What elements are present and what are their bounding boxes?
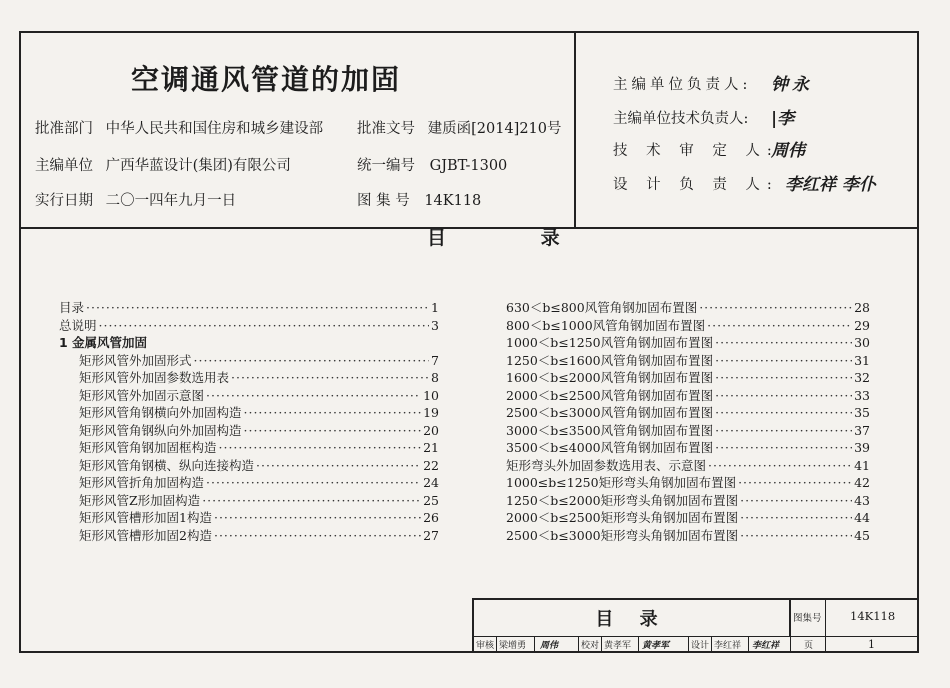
toc-entry-label: 1 金属风管加固 bbox=[59, 335, 148, 350]
resp-row-chief bbox=[613, 73, 813, 95]
toc-entry bbox=[506, 457, 870, 475]
approval-dept-row bbox=[35, 117, 323, 138]
toc-entry-page: 7 bbox=[431, 352, 439, 368]
toc-entry-label: 总说明 bbox=[59, 317, 97, 333]
approval-doc-row bbox=[357, 117, 562, 138]
toc-leader-dots bbox=[715, 404, 852, 422]
toc-leader-dots bbox=[206, 474, 421, 492]
review-label: 审核 bbox=[476, 641, 495, 651]
toc-entry bbox=[506, 334, 870, 352]
toc-entry-page: 35 bbox=[854, 405, 870, 420]
resp-role: 技 术 审 定 人: bbox=[613, 143, 779, 159]
toc-entry-label: 1600＜b≤2000风管角钢加固布置图 bbox=[506, 370, 714, 385]
toc-entry bbox=[506, 404, 870, 422]
toc-entry bbox=[506, 474, 870, 492]
toc-entry-page: 19 bbox=[423, 405, 439, 420]
toc-entry-page: 26 bbox=[423, 510, 439, 525]
toc-entry bbox=[506, 509, 870, 527]
design-label: 设计 bbox=[691, 641, 710, 651]
toc-entry-page: 31 bbox=[854, 352, 870, 368]
toc-entry-page: 21 bbox=[423, 440, 439, 455]
signature-chief: 钟永 bbox=[771, 75, 813, 95]
toc-leader-dots bbox=[99, 317, 430, 335]
toc-entry-label: 矩形风管外加固形式 bbox=[79, 352, 192, 368]
title-block-atlas-no: 14K118 bbox=[850, 609, 896, 623]
toc-entry-label: 矩形风管角钢加固框构造 bbox=[79, 440, 217, 455]
toc-entry bbox=[59, 387, 439, 405]
toc-leader-dots bbox=[194, 352, 430, 370]
toc-entry-label: 2500＜b≤3000风管角钢加固布置图 bbox=[506, 405, 714, 420]
resp-row-tech bbox=[613, 107, 795, 129]
toc-leader-dots bbox=[715, 334, 852, 352]
effective-row bbox=[35, 189, 236, 210]
toc-leader-dots bbox=[715, 422, 852, 440]
toc-entry bbox=[59, 439, 439, 457]
toc-entry-page: 20 bbox=[423, 422, 439, 438]
toc-entry bbox=[59, 317, 439, 335]
atlas-no-label: 图 集 号 bbox=[357, 193, 410, 209]
toc-entry bbox=[59, 509, 439, 527]
toc-right-column bbox=[506, 299, 870, 544]
toc-entry bbox=[59, 492, 439, 510]
toc-entry bbox=[506, 492, 870, 510]
toc-entry-label: 矩形风管槽形加固2构造 bbox=[79, 527, 212, 543]
toc-leader-dots bbox=[214, 527, 421, 545]
toc-entry-label: 矩形弯头外加固参数选用表、示意图 bbox=[506, 457, 707, 473]
unified-no-label: 统一编号 bbox=[357, 158, 415, 174]
toc-leader-dots bbox=[738, 474, 852, 492]
toc-entry bbox=[506, 387, 870, 405]
toc-leader-dots bbox=[740, 492, 852, 510]
toc-entry-page: 29 bbox=[854, 317, 870, 333]
toc-leader-dots bbox=[256, 457, 421, 475]
reviewer-signature: 周伟 bbox=[540, 641, 559, 651]
page-number: 1 bbox=[868, 638, 875, 651]
editor-unit-label: 主编单位 bbox=[35, 158, 93, 174]
toc-entry-label: 目录 bbox=[59, 300, 85, 315]
effective-date: 二〇一四年九月一日 bbox=[105, 193, 237, 209]
toc-leader-dots bbox=[206, 387, 421, 405]
page-label: 页 bbox=[804, 641, 814, 651]
toc-entry-label: 800＜b≤1000风管角钢加固布置图 bbox=[506, 317, 706, 333]
toc-entry-page: 33 bbox=[854, 387, 870, 403]
toc-entry-page: 1 bbox=[431, 300, 439, 315]
toc-leader-dots bbox=[231, 369, 429, 387]
atlas-no: 14K118 bbox=[424, 193, 482, 209]
toc-entry-label: 2000＜b≤2500风管角钢加固布置图 bbox=[506, 387, 714, 403]
toc-entry-label: 1250＜b≤2000矩形弯头角钢加固布置图 bbox=[506, 492, 739, 508]
toc-entry bbox=[506, 352, 870, 370]
unified-no: GJBT-1300 bbox=[429, 158, 508, 174]
toc-entry bbox=[506, 369, 870, 387]
toc-entry-label: 矩形风管角钢纵向外加固构造 bbox=[79, 422, 242, 438]
approval-dept-label: 批准部门 bbox=[35, 121, 93, 137]
designer: 李红祥 bbox=[714, 641, 742, 651]
toc-leader-dots bbox=[214, 509, 421, 527]
title-block-divider bbox=[825, 600, 826, 651]
toc-entry-label: 2000＜b≤2500矩形弯头角钢加固布置图 bbox=[506, 510, 739, 525]
toc-entry-page: 28 bbox=[854, 300, 870, 315]
toc-entry-page: 25 bbox=[423, 492, 439, 508]
toc-entry-page: 3 bbox=[431, 317, 439, 333]
toc-leader-dots bbox=[707, 317, 852, 335]
toc-entry-page: 43 bbox=[854, 492, 870, 508]
toc-entry bbox=[59, 474, 439, 492]
editor-unit-row bbox=[35, 154, 291, 175]
toc-entry bbox=[506, 317, 870, 335]
toc-entry-page: 10 bbox=[423, 387, 439, 403]
toc-leader-dots bbox=[715, 352, 852, 370]
resp-row-design bbox=[613, 173, 876, 195]
toc-leader-dots bbox=[219, 439, 422, 457]
toc-leader-dots bbox=[740, 527, 852, 545]
toc-entry bbox=[59, 404, 439, 422]
toc-entry bbox=[506, 422, 870, 440]
toc-entry-label: 矩形风管外加固示意图 bbox=[79, 387, 205, 403]
toc-entry-label: 矩形风管外加固参数选用表 bbox=[79, 370, 230, 385]
toc-entry bbox=[506, 299, 870, 317]
check-label: 校对 bbox=[581, 641, 600, 651]
toc-entry-page: 8 bbox=[431, 370, 439, 385]
designer-signature: 李红祥 bbox=[752, 641, 780, 651]
toc-entry-label: 矩形风管折角加固构造 bbox=[79, 475, 205, 490]
toc-leader-dots bbox=[202, 492, 421, 510]
resp-role: 主编单位负责人: bbox=[613, 77, 752, 93]
toc-entry bbox=[59, 352, 439, 370]
reviewer: 梁增勇 bbox=[499, 641, 527, 651]
toc-leader-dots bbox=[244, 422, 422, 440]
toc-entry-label: 3500＜b≤4000风管角钢加固布置图 bbox=[506, 440, 714, 455]
checker: 黄孝军 bbox=[604, 641, 632, 651]
toc-entry-label: 1000＜b≤1250风管角钢加固布置图 bbox=[506, 335, 714, 350]
title-block bbox=[472, 598, 917, 651]
approval-doc-label: 批准文号 bbox=[357, 121, 415, 137]
toc-entry-label: 2500＜b≤3000矩形弯头角钢加固布置图 bbox=[506, 527, 739, 543]
toc-title: 目 录 bbox=[427, 227, 604, 249]
toc-leader-dots bbox=[699, 299, 852, 317]
toc-leader-dots bbox=[715, 387, 852, 405]
toc-entry-label: 1000≤b≤1250矩形弯头角钢加固布置图 bbox=[506, 475, 737, 490]
toc-leader-dots bbox=[244, 404, 422, 422]
atlas-no-row bbox=[357, 189, 481, 210]
signature-design: 李红祥 李仆 bbox=[785, 175, 876, 195]
toc-left-column bbox=[59, 299, 439, 544]
unified-no-row bbox=[357, 154, 507, 175]
toc-entry-label: 1250＜b≤1600风管角钢加固布置图 bbox=[506, 352, 714, 368]
toc-entry-label: 3000＜b≤3500风管角钢加固布置图 bbox=[506, 422, 714, 438]
checker-signature: 黄孝军 bbox=[642, 641, 670, 651]
toc-leader-dots bbox=[708, 457, 852, 475]
toc-entry-page: 39 bbox=[854, 440, 870, 455]
header-vertical-divider bbox=[574, 33, 576, 227]
toc-leader-dots bbox=[715, 369, 852, 387]
toc-entry-page: 24 bbox=[423, 475, 439, 490]
page-title: 空调通风管道的加固 bbox=[131, 63, 402, 96]
toc-entry-page: 45 bbox=[854, 527, 870, 543]
toc-entry-label: 矩形风管Z形加固构造 bbox=[79, 492, 201, 508]
title-block-atlas-label: 图集号 bbox=[793, 613, 822, 624]
toc-entry-label: 630＜b≤800风管角钢加固布置图 bbox=[506, 300, 698, 315]
resp-role: 设 计 负 责 人: bbox=[613, 177, 779, 193]
approval-doc: 建质函[2014]210号 bbox=[427, 121, 562, 137]
toc-entry-label: 矩形风管槽形加固1构造 bbox=[79, 510, 212, 525]
toc-entry-page: 30 bbox=[854, 335, 870, 350]
approval-dept: 中华人民共和国住房和城乡建设部 bbox=[105, 121, 324, 137]
toc-leader-dots bbox=[86, 299, 429, 317]
title-block-hline bbox=[474, 636, 917, 637]
title-block-name: 目 录 bbox=[474, 600, 790, 636]
effective-label: 实行日期 bbox=[35, 193, 93, 209]
resp-role: 主编单位技术负责人: bbox=[613, 111, 749, 127]
toc-entry-page: 27 bbox=[423, 527, 439, 543]
toc-entry-label: 矩形风管角钢横向外加固构造 bbox=[79, 405, 242, 420]
toc-entry bbox=[59, 299, 439, 317]
signature-tech: |李 bbox=[771, 109, 795, 129]
toc-entry bbox=[59, 457, 439, 475]
toc-leader-dots bbox=[740, 509, 852, 527]
toc-entry-page: 44 bbox=[854, 510, 870, 525]
toc-entry bbox=[506, 439, 870, 457]
toc-entry-page: 41 bbox=[854, 457, 870, 473]
toc-entry bbox=[59, 422, 439, 440]
editor-unit: 广西华蓝设计(集团)有限公司 bbox=[105, 158, 291, 174]
toc-section-heading bbox=[59, 334, 439, 352]
toc-leader-dots bbox=[715, 439, 852, 457]
toc-entry-page: 22 bbox=[423, 457, 439, 473]
resp-row-review bbox=[613, 139, 805, 161]
toc-entry bbox=[59, 527, 439, 545]
toc-entry-page: 32 bbox=[854, 370, 870, 385]
toc-entry bbox=[506, 527, 870, 545]
signature-review: 周伟 bbox=[771, 141, 805, 161]
toc-entry-label: 矩形风管角钢横、纵向连接构造 bbox=[79, 457, 255, 473]
toc-entry-page: 42 bbox=[854, 475, 870, 490]
toc-entry-page: 37 bbox=[854, 422, 870, 438]
toc-entry bbox=[59, 369, 439, 387]
